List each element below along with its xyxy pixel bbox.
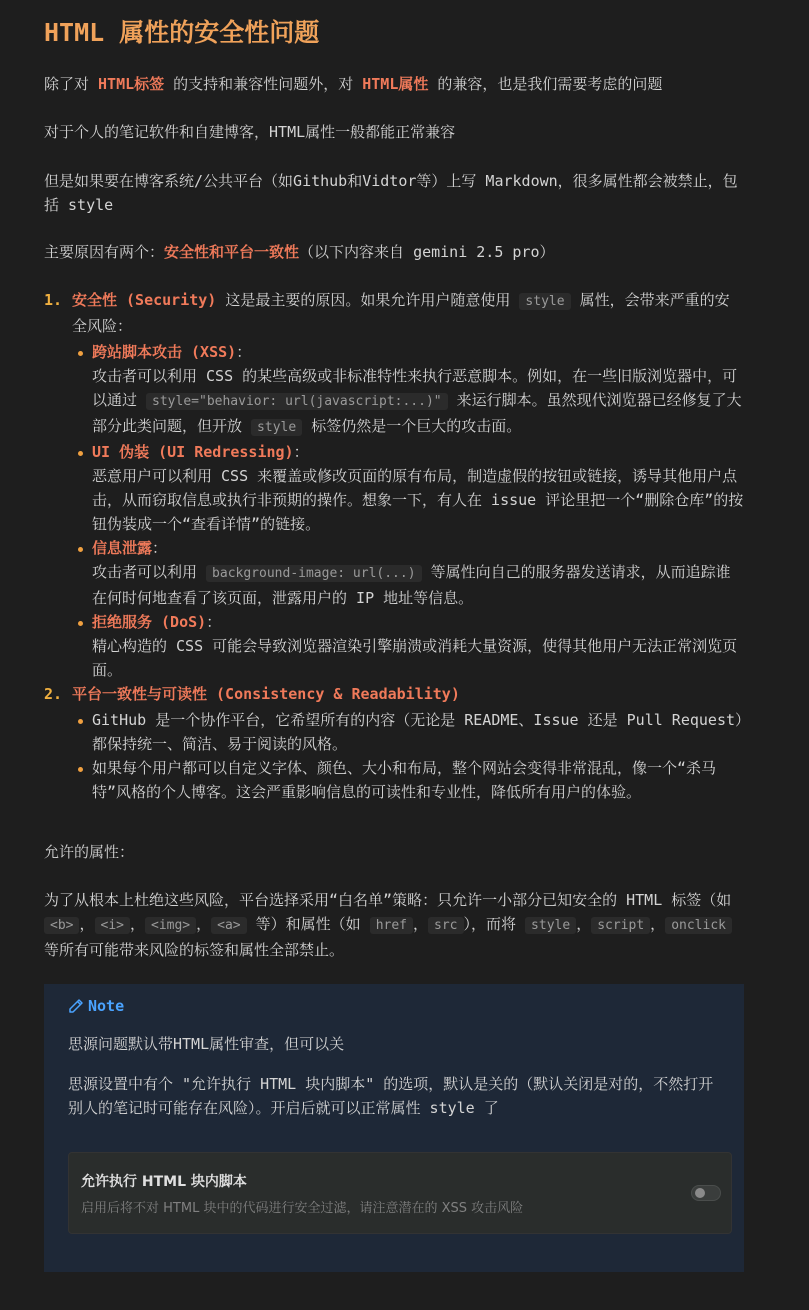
note-label: Note (88, 997, 125, 1015)
text: ， (196, 915, 212, 933)
text: ， (576, 915, 592, 933)
inline-code: style (525, 917, 576, 934)
note-header (68, 996, 124, 1016)
sub-title-info-leak: 信息泄露 (92, 539, 153, 557)
text: ），而将 (463, 915, 526, 933)
text: 等所有可能带来风险的标签和属性全部禁止。 (44, 941, 345, 959)
text: 的兼容，也是我们需要考虑的问题 (428, 75, 663, 93)
text: 攻击者可以利用 CSS 的某些高级或非标准特性来执行恶意脚本。例如，在一些旧版浏览器中，可以通过 (92, 367, 738, 409)
sub-list (72, 340, 744, 682)
list-item-info-leak (72, 536, 744, 610)
inline-code: background-image: url(...) (206, 565, 422, 582)
inline-code: href (370, 917, 413, 934)
note-paragraph-1: 思源问题默认带HTML属性审查，但可以关 (68, 1035, 345, 1053)
note-callout (44, 984, 744, 1272)
text: 标签仍然是一个巨大的攻击面。 (302, 417, 522, 435)
setting-title: 允许执行 HTML 块内脚本 (81, 1174, 247, 1190)
text: 等属性向自己的服务器发送请求，从而追踪谁在何时何地查看了该页面，泄露用户的 IP 地址等信息。 (92, 563, 731, 607)
item-title-consistency: 平台一致性与可读性 (Consistency & Readability) (72, 685, 460, 703)
inline-code: style (519, 293, 570, 310)
note-paragraph-2: 思源设置中有个 "允许执行 HTML 块内脚本" 的选项，默认是关的（默认关闭是对的，不然打开别人的笔记时可能存在风险）。开启后就可以正常属性 style 了 (68, 1075, 714, 1117)
paragraph-whitelist (44, 888, 744, 962)
inline-code: <img> (145, 917, 196, 934)
list-number: 1. (44, 291, 63, 309)
paragraph-allowed: 允许的属性： (44, 843, 135, 861)
text: ， (129, 915, 145, 933)
toggle-knob (695, 1188, 705, 1198)
list-item-xss (72, 340, 744, 440)
inline-code: style (251, 419, 302, 436)
list-item-dos (72, 610, 744, 682)
text: （以下内容来自 gemini 2.5 pro） (299, 243, 555, 261)
list-item-security (44, 288, 744, 682)
text: 攻击者可以利用 (92, 563, 207, 581)
inline-code: <i> (95, 917, 130, 934)
highlight-html-attrs: HTML属性 (362, 75, 429, 93)
inline-code: style="behavior: url(javascript:...)" (146, 393, 448, 410)
text: ： (206, 613, 222, 631)
text: ， (79, 915, 95, 933)
text: ： (293, 443, 309, 461)
text: 的支持和兼容性问题外，对 (164, 75, 363, 93)
list-number: 2. (44, 685, 63, 703)
sub-title-ui-redressing: UI 伪装 (UI Redressing) (92, 443, 294, 461)
list-item-github (72, 708, 744, 756)
bullet-dot (78, 767, 83, 772)
text: 恶意用户可以利用 CSS 来覆盖或修改页面的原有布局，制造虚假的按钮或链接，诱导其他用户点击，从而窃取信息或执行非预期的操作。想象一下，有人在 issue 评论里把一个“删除仓库”的按钮伪装成一个“查看详情”的链接。 (92, 467, 744, 533)
text: 为了从根本上杜绝这些风险，平台选择采用“白名单”策略：只允许一小部分已知安全的 HTML 标签（如 (44, 891, 732, 909)
setting-allow-html-script (68, 1152, 732, 1234)
setting-description: 启用后将不对 HTML 块中的代码进行安全过滤，请注意潜在的 XSS 攻击风险 (81, 1201, 524, 1216)
bullet-dot (78, 547, 83, 552)
text: ， (413, 915, 429, 933)
text: ： (236, 343, 252, 361)
text: ， (650, 915, 666, 933)
paragraph-reasons (44, 240, 744, 264)
paragraph-intro (44, 72, 744, 96)
inline-code: <b> (44, 917, 79, 934)
highlight-reasons: 安全性和平台一致性 (164, 243, 300, 261)
text: 等）和属性（如 (246, 915, 370, 933)
sub-list (72, 708, 744, 804)
inline-code: src (428, 917, 463, 934)
bullet-dot (78, 719, 83, 724)
text: 精心构造的 CSS 可能会导致浏览器渲染引擎崩溃或消耗大量资源，使得其他用户无法正常浏览页面。 (92, 637, 738, 679)
text: ： (152, 539, 168, 557)
page-title: HTML 属性的安全性问题 (44, 18, 320, 47)
text: 主要原因有两个： (44, 243, 165, 261)
inline-code: script (591, 917, 650, 934)
text: GitHub 是一个协作平台，它希望所有的内容（无论是 README、Issue 还是 Pull Request）都保持统一、简洁、易于阅读的风格。 (92, 711, 743, 753)
paragraph-personal: 对于个人的笔记软件和自建博客，HTML属性一般都能正常兼容 (44, 123, 456, 141)
item-title-security: 安全性 (Security) (72, 291, 217, 309)
inline-code: onclick (665, 917, 732, 934)
sub-title-dos: 拒绝服务 (DoS) (92, 613, 207, 631)
bullet-dot (78, 351, 83, 356)
ordered-list (44, 288, 744, 804)
sub-title-xss: 跨站脚本攻击 (XSS) (92, 343, 237, 361)
list-item-ui-redressing (72, 440, 744, 536)
text: 属性，会带来严重的安全风险： (72, 291, 730, 335)
list-item-custom-style (72, 756, 744, 804)
bullet-dot (78, 451, 83, 456)
text: 除了对 (44, 75, 99, 93)
bullet-dot (78, 621, 83, 626)
list-item-consistency (44, 682, 744, 804)
highlight-html-tags: HTML标签 (98, 75, 165, 93)
text: 来运行脚本。虽然现代浏览器已经修复了大部分此类问题，但开放 (92, 391, 742, 435)
inline-code: <a> (211, 917, 246, 934)
pencil-icon (68, 998, 84, 1014)
text: 如果每个用户都可以自定义字体、颜色、大小和布局，整个网站会变得非常混乱，像一个“杀马特”风格的个人博客。这会严重影响信息的可读性和专业性，降低所有用户的体验。 (92, 759, 717, 801)
text: 这是最主要的原因。如果允许用户随意使用 (216, 291, 520, 309)
setting-toggle[interactable] (691, 1185, 721, 1201)
paragraph-platform: 但是如果要在博客系统/公共平台（如Github和Vidtor等）上写 Markdown，很多属性都会被禁止，包括 style (44, 172, 738, 214)
